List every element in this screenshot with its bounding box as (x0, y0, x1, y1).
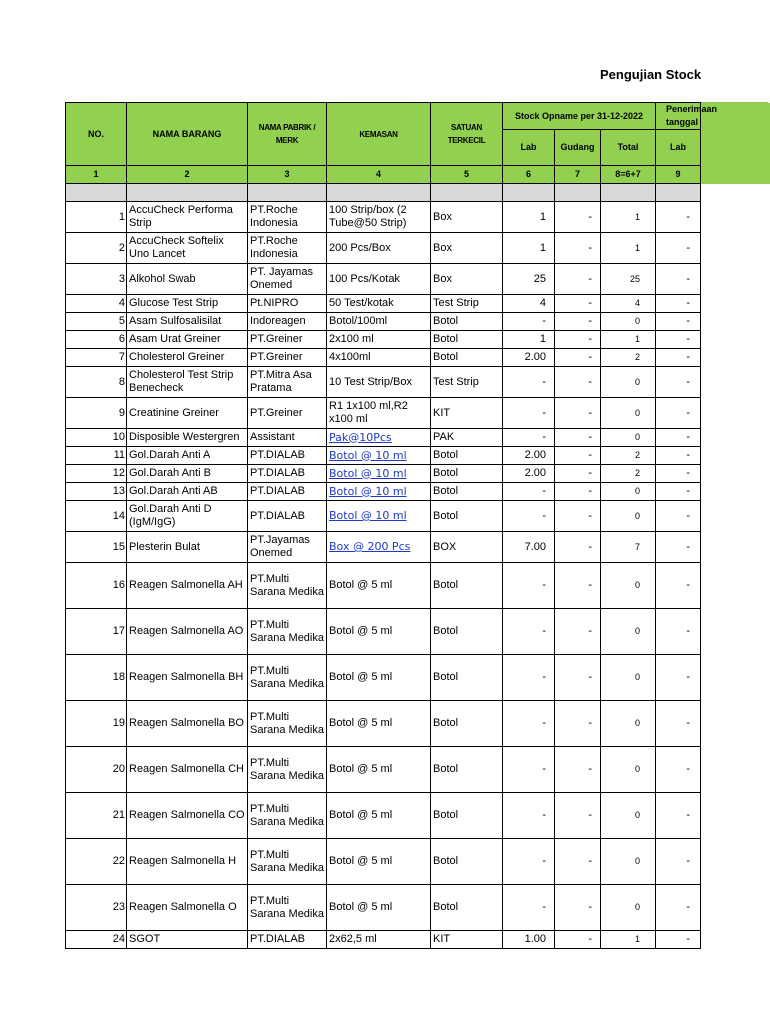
total-cell: 0 (601, 501, 656, 532)
nama-barang-cell: Cholesterol Greiner (127, 349, 248, 367)
total-cell: 0 (601, 483, 656, 501)
blank-row (66, 184, 770, 202)
gudang-cell: - (555, 501, 601, 532)
table-row (66, 483, 770, 501)
col-number: 7 (555, 166, 601, 184)
kemasan-link[interactable]: Botol @ 10 ml (329, 509, 407, 522)
gudang-cell: - (555, 313, 601, 331)
penerimaan-lab-cell: - (656, 313, 701, 331)
satuan-cell: KIT (431, 398, 503, 429)
page-title: Pengujian Stock (600, 67, 702, 82)
lab-cell: 2.00 (503, 465, 555, 483)
pabrik-cell: PT.Multi Sarana Medika (248, 839, 327, 885)
kemasan-cell: Botol/100ml (327, 313, 431, 331)
col-number: 4 (327, 166, 431, 184)
kemasan-link[interactable]: Box @ 200 Pcs (329, 540, 411, 553)
lab-cell: 1 (503, 233, 555, 264)
penerimaan-lab-cell: - (656, 264, 701, 295)
row-number: 3 (66, 264, 127, 295)
penerimaan-lab-cell: - (656, 367, 701, 398)
satuan-cell: Botol (431, 313, 503, 331)
row-number: 20 (66, 747, 127, 793)
lab-cell: 1 (503, 202, 555, 233)
pabrik-cell: PT.Multi Sarana Medika (248, 563, 327, 609)
gudang-cell: - (555, 398, 601, 429)
table-row (66, 447, 770, 465)
satuan-cell: Botol (431, 331, 503, 349)
row-number: 16 (66, 563, 127, 609)
total-cell: 0 (601, 885, 656, 931)
satuan-cell: Test Strip (431, 367, 503, 398)
header-penerimaan: Penerimaan tanggal (656, 103, 701, 130)
kemasan-cell (327, 447, 431, 465)
nama-barang-cell: Cholesterol Test Strip Benecheck (127, 367, 248, 398)
penerimaan-lab-cell: - (656, 501, 701, 532)
pabrik-cell: PT.Jayamas Onemed (248, 532, 327, 563)
total-cell: 0 (601, 429, 656, 447)
lab-cell: 2.00 (503, 447, 555, 465)
table-row (66, 295, 770, 313)
col-number: 8=6+7 (601, 166, 656, 184)
lab-cell: - (503, 563, 555, 609)
col-number: 9 (656, 166, 701, 184)
satuan-cell: Botol (431, 609, 503, 655)
nama-barang-cell: Reagen Salmonella AH (127, 563, 248, 609)
nama-barang-cell: Gol.Darah Anti B (127, 465, 248, 483)
kemasan-cell: Botol @ 5 ml (327, 839, 431, 885)
penerimaan-lab-cell: - (656, 839, 701, 885)
penerimaan-lab-cell: - (656, 931, 701, 949)
pabrik-cell: PT.DIALAB (248, 465, 327, 483)
gudang-cell: - (555, 429, 601, 447)
gudang-cell: - (555, 295, 601, 313)
header-kemasan: KEMASAN (327, 103, 431, 166)
satuan-cell: Botol (431, 747, 503, 793)
lab-cell: - (503, 747, 555, 793)
nama-barang-cell: Creatinine Greiner (127, 398, 248, 429)
satuan-cell: Botol (431, 447, 503, 465)
row-number: 19 (66, 701, 127, 747)
pabrik-cell: PT.DIALAB (248, 501, 327, 532)
kemasan-cell: 10 Test Strip/Box (327, 367, 431, 398)
kemasan-cell: Botol @ 5 ml (327, 609, 431, 655)
nama-barang-cell: Reagen Salmonella BO (127, 701, 248, 747)
kemasan-cell: Botol @ 5 ml (327, 701, 431, 747)
satuan-cell: Botol (431, 793, 503, 839)
col-number: 3 (248, 166, 327, 184)
kemasan-link[interactable]: Botol @ 10 ml (329, 448, 407, 462)
penerimaan-lab-cell: - (656, 609, 701, 655)
row-number: 5 (66, 313, 127, 331)
table-row (66, 367, 770, 398)
nama-barang-cell: AccuCheck Softelix Uno Lancet (127, 233, 248, 264)
lab-cell: - (503, 609, 555, 655)
penerimaan-lab-cell: - (656, 331, 701, 349)
nama-barang-cell: Alkohol Swab (127, 264, 248, 295)
satuan-cell: Box (431, 233, 503, 264)
gudang-cell: - (555, 885, 601, 931)
total-cell: 4 (601, 295, 656, 313)
lab-cell: - (503, 398, 555, 429)
header-total: Total (601, 130, 656, 166)
total-cell: 0 (601, 747, 656, 793)
row-number: 15 (66, 532, 127, 563)
lab-cell: - (503, 839, 555, 885)
gudang-cell: - (555, 563, 601, 609)
satuan-cell: Botol (431, 465, 503, 483)
satuan-cell: Botol (431, 501, 503, 532)
col-number: 6 (503, 166, 555, 184)
row-number: 23 (66, 885, 127, 931)
gudang-cell: - (555, 447, 601, 465)
kemasan-cell: Botol @ 5 ml (327, 563, 431, 609)
total-cell: 0 (601, 701, 656, 747)
satuan-cell: KIT (431, 931, 503, 949)
pabrik-cell: PT.Multi Sarana Medika (248, 885, 327, 931)
penerimaan-lab-cell: - (656, 701, 701, 747)
gudang-cell: - (555, 367, 601, 398)
nama-barang-cell: Plesterin Bulat (127, 532, 248, 563)
satuan-cell: Box (431, 264, 503, 295)
total-cell: 0 (601, 398, 656, 429)
header-gudang: Gudang (555, 130, 601, 166)
row-number: 18 (66, 655, 127, 701)
gudang-cell: - (555, 931, 601, 949)
lab-cell: - (503, 429, 555, 447)
satuan-cell: PAK (431, 429, 503, 447)
table-row (66, 747, 770, 793)
row-number: 1 (66, 202, 127, 233)
kemasan-link[interactable]: Botol @ 10 ml (329, 466, 407, 480)
header-lab: Lab (503, 130, 555, 166)
pabrik-cell: PT.Multi Sarana Medika (248, 655, 327, 701)
table-row (66, 501, 770, 532)
table-row (66, 349, 770, 367)
nama-barang-cell: Reagen Salmonella H (127, 839, 248, 885)
total-cell: 0 (601, 839, 656, 885)
gudang-cell: - (555, 655, 601, 701)
total-cell: 0 (601, 655, 656, 701)
lab-cell: 1.00 (503, 931, 555, 949)
header-stock-opname: Stock Opname per 31-12-2022 (503, 103, 656, 130)
gudang-cell: - (555, 202, 601, 233)
table-row (66, 264, 770, 295)
pabrik-cell: PT.DIALAB (248, 931, 327, 949)
gudang-cell: - (555, 349, 601, 367)
lab-cell: 4 (503, 295, 555, 313)
penerimaan-lab-cell: - (656, 563, 701, 609)
pabrik-cell: PT.Multi Sarana Medika (248, 793, 327, 839)
kemasan-cell (327, 532, 431, 563)
penerimaan-lab-cell: - (656, 447, 701, 465)
col-number: 1 (66, 166, 127, 184)
column-number-row (66, 166, 770, 184)
total-cell: 0 (601, 609, 656, 655)
nama-barang-cell: Gol.Darah Anti D (IgM/IgG) (127, 501, 248, 532)
total-cell: 0 (601, 563, 656, 609)
total-cell: 0 (601, 313, 656, 331)
pabrik-cell: Assistant (248, 429, 327, 447)
header-nama-barang: NAMA BARANG (127, 103, 248, 166)
nama-barang-cell: Gol.Darah Anti A (127, 447, 248, 465)
penerimaan-lab-cell: - (656, 747, 701, 793)
total-cell: 2 (601, 447, 656, 465)
kemasan-cell: Botol @ 5 ml (327, 747, 431, 793)
kemasan-cell: R1 1x100 ml,R2 x100 ml (327, 398, 431, 429)
col-number: 2 (127, 166, 248, 184)
satuan-cell: Test Strip (431, 295, 503, 313)
gudang-cell: - (555, 233, 601, 264)
row-number: 7 (66, 349, 127, 367)
nama-barang-cell: Reagen Salmonella CO (127, 793, 248, 839)
penerimaan-lab-cell: - (656, 793, 701, 839)
row-number: 6 (66, 331, 127, 349)
kemasan-link[interactable]: Botol @ 10 ml (329, 484, 407, 498)
kemasan-cell: 4x100ml (327, 349, 431, 367)
lab-cell: - (503, 313, 555, 331)
row-number: 4 (66, 295, 127, 313)
kemasan-cell: 50 Test/kotak (327, 295, 431, 313)
table-row (66, 429, 770, 447)
table-row (66, 331, 770, 349)
table-row (66, 839, 770, 885)
kemasan-cell: Botol @ 5 ml (327, 793, 431, 839)
table-row (66, 609, 770, 655)
nama-barang-cell: Reagen Salmonella BH (127, 655, 248, 701)
row-number: 10 (66, 429, 127, 447)
total-cell: 25 (601, 264, 656, 295)
nama-barang-cell: AccuCheck Performa Strip (127, 202, 248, 233)
lab-cell: - (503, 701, 555, 747)
table-row (66, 313, 770, 331)
kemasan-cell (327, 483, 431, 501)
table-row (66, 563, 770, 609)
pabrik-cell: PT.Roche Indonesia (248, 233, 327, 264)
kemasan-cell: Botol @ 5 ml (327, 885, 431, 931)
lab-cell: 2.00 (503, 349, 555, 367)
nama-barang-cell: Asam Urat Greiner (127, 331, 248, 349)
nama-barang-cell: Asam Sulfosalisilat (127, 313, 248, 331)
pabrik-cell: PT.Roche Indonesia (248, 202, 327, 233)
gudang-cell: - (555, 747, 601, 793)
total-cell: 0 (601, 793, 656, 839)
satuan-cell: Botol (431, 483, 503, 501)
pabrik-cell: Pt.NIPRO (248, 295, 327, 313)
satuan-cell: BOX (431, 532, 503, 563)
nama-barang-cell: Reagen Salmonella AO (127, 609, 248, 655)
nama-barang-cell: Reagen Salmonella CH (127, 747, 248, 793)
table-row (66, 398, 770, 429)
pabrik-cell: PT.Mitra Asa Pratama (248, 367, 327, 398)
row-number: 17 (66, 609, 127, 655)
satuan-cell: Botol (431, 563, 503, 609)
gudang-cell: - (555, 609, 601, 655)
total-cell: 0 (601, 367, 656, 398)
total-cell: 2 (601, 349, 656, 367)
table-row (66, 233, 770, 264)
satuan-cell: Botol (431, 349, 503, 367)
nama-barang-cell: SGOT (127, 931, 248, 949)
lab-cell: - (503, 793, 555, 839)
table-row (66, 885, 770, 931)
pabrik-cell: PT.DIALAB (248, 483, 327, 501)
penerimaan-lab-cell: - (656, 483, 701, 501)
satuan-cell: Botol (431, 839, 503, 885)
table-row (66, 655, 770, 701)
row-number: 22 (66, 839, 127, 885)
table-row (66, 701, 770, 747)
lab-cell: - (503, 885, 555, 931)
lab-cell: - (503, 483, 555, 501)
total-cell: 1 (601, 233, 656, 264)
table-row (66, 532, 770, 563)
penerimaan-lab-cell: - (656, 295, 701, 313)
nama-barang-cell: Glucose Test Strip (127, 295, 248, 313)
kemasan-link[interactable]: Pak@10Pcs (329, 430, 392, 444)
table-row (66, 793, 770, 839)
row-number: 21 (66, 793, 127, 839)
pabrik-cell: PT.Greiner (248, 331, 327, 349)
lab-cell: - (503, 501, 555, 532)
satuan-cell: Botol (431, 701, 503, 747)
kemasan-cell (327, 465, 431, 483)
satuan-cell: Box (431, 202, 503, 233)
satuan-cell: Botol (431, 655, 503, 701)
header-penerimaan-lab: Lab (656, 130, 701, 166)
pabrik-cell: PT.Multi Sarana Medika (248, 609, 327, 655)
row-number: 24 (66, 931, 127, 949)
nama-barang-cell: Reagen Salmonella O (127, 885, 248, 931)
table-row (66, 465, 770, 483)
row-number: 14 (66, 501, 127, 532)
kemasan-cell: 200 Pcs/Box (327, 233, 431, 264)
lab-cell: - (503, 367, 555, 398)
kemasan-cell: 2x62,5 ml (327, 931, 431, 949)
kemasan-cell (327, 501, 431, 532)
penerimaan-lab-cell: - (656, 429, 701, 447)
pabrik-cell: PT.Multi Sarana Medika (248, 701, 327, 747)
penerimaan-lab-cell: - (656, 532, 701, 563)
penerimaan-lab-cell: - (656, 202, 701, 233)
gudang-cell: - (555, 839, 601, 885)
gudang-cell: - (555, 331, 601, 349)
gudang-cell: - (555, 532, 601, 563)
header-satuan: SATUAN TERKECIL (431, 103, 503, 166)
row-number: 12 (66, 465, 127, 483)
gudang-cell: - (555, 701, 601, 747)
nama-barang-cell: Gol.Darah Anti AB (127, 483, 248, 501)
gudang-cell: - (555, 264, 601, 295)
gudang-cell: - (555, 483, 601, 501)
nama-barang-cell: Disposible Westergren (127, 429, 248, 447)
kemasan-cell: 100 Strip/box (2 Tube@50 Strip) (327, 202, 431, 233)
header-no: NO. (66, 103, 127, 166)
row-number: 11 (66, 447, 127, 465)
col-number: 5 (431, 166, 503, 184)
lab-cell: - (503, 655, 555, 701)
lab-cell: 7.00 (503, 532, 555, 563)
lab-cell: 25 (503, 264, 555, 295)
total-cell: 1 (601, 331, 656, 349)
penerimaan-lab-cell: - (656, 885, 701, 931)
pabrik-cell: PT.Greiner (248, 398, 327, 429)
penerimaan-lab-cell: - (656, 233, 701, 264)
satuan-cell: Botol (431, 885, 503, 931)
pabrik-cell: PT.DIALAB (248, 447, 327, 465)
pabrik-cell: Indoreagen (248, 313, 327, 331)
pabrik-cell: PT.Greiner (248, 349, 327, 367)
pabrik-cell: PT. Jayamas Onemed (248, 264, 327, 295)
total-cell: 7 (601, 532, 656, 563)
penerimaan-lab-cell: - (656, 398, 701, 429)
penerimaan-lab-cell: - (656, 655, 701, 701)
row-number: 8 (66, 367, 127, 398)
kemasan-cell: Botol @ 5 ml (327, 655, 431, 701)
stock-sheet (65, 102, 768, 962)
penerimaan-lab-cell: - (656, 349, 701, 367)
kemasan-cell: 2x100 ml (327, 331, 431, 349)
gudang-cell: - (555, 793, 601, 839)
total-cell: 1 (601, 202, 656, 233)
table-row (66, 202, 770, 233)
total-cell: 1 (601, 931, 656, 949)
total-cell: 2 (601, 465, 656, 483)
row-number: 13 (66, 483, 127, 501)
pabrik-cell: PT.Multi Sarana Medika (248, 747, 327, 793)
header-nama-pabrik: NAMA PABRIK / MERK (248, 103, 327, 166)
gudang-cell: - (555, 465, 601, 483)
kemasan-cell: 100 Pcs/Kotak (327, 264, 431, 295)
lab-cell: 1 (503, 331, 555, 349)
row-number: 9 (66, 398, 127, 429)
stock-table (65, 102, 770, 949)
penerimaan-lab-cell: - (656, 465, 701, 483)
table-row (66, 931, 770, 949)
row-number: 2 (66, 233, 127, 264)
kemasan-cell (327, 429, 431, 447)
